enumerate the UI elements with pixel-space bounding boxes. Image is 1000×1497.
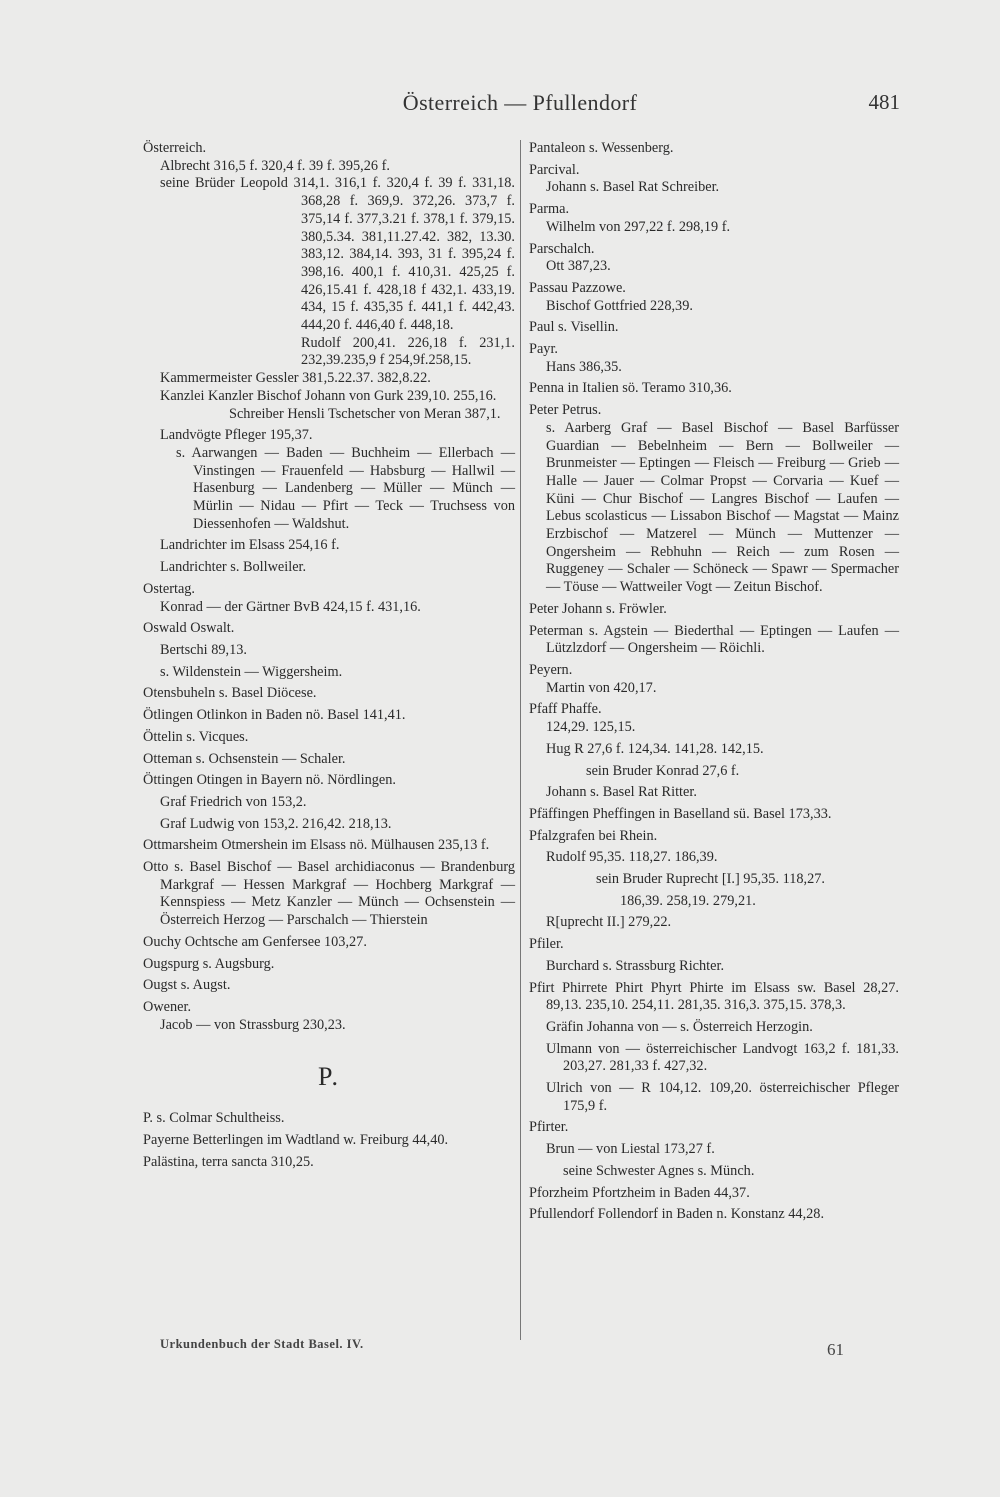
entry-head: Peter Johann s. Fröwler. — [529, 600, 667, 617]
entry-sub: Albrecht 316,5 f. 320,4 f. 39 f. 395,26 f. — [160, 157, 390, 174]
entry-sub: Ott 387,23. — [546, 258, 611, 275]
entry-sub: 186,39. 258,19. 279,21. — [620, 892, 756, 909]
entry-head: Peterman s. Agstein — Biederthal — Eptingen — Laufen — Lützlzdorf — Ongersheim — Röichli. — [529, 622, 899, 657]
entry-sub: Graf Ludwig von 153,2. 216,42. 218,13. — [160, 815, 392, 832]
entry-head: Passau Pazzowe. — [529, 279, 626, 296]
entry-sub: Brun — von Liestal 173,27 f. — [546, 1141, 715, 1158]
entry-head: Ottmarsheim Otmershein im Elsass nö. Mülhausen 235,13 f. — [143, 837, 490, 854]
entry-sub: 124,29. 125,15. — [546, 719, 636, 736]
running-title: Österreich — Pfullendorf — [402, 90, 638, 115]
entry-head: Pfaff Phaffe. — [529, 701, 602, 718]
entry-head: Parcival. — [529, 161, 580, 178]
entry-head: Ostertag. — [143, 580, 196, 597]
entry-head: Öttelin s. Vicques. — [143, 728, 249, 745]
column-divider — [520, 140, 521, 1340]
entry-head: Pfalzgrafen bei Rhein. — [529, 827, 658, 844]
left-column — [143, 140, 515, 1171]
entry-head: Pfirt Phirrete Phirt Phyrt Phirte im Elsass sw. Basel 28,27. 89,13. 235,10. 254,11. 281,35. 316,3. 375,15. 378,3. — [529, 979, 899, 1014]
entry-sub: Ulrich von — R 104,12. 109,20. österreichischer Pfleger 175,9 f. — [546, 1080, 899, 1114]
entry-sub: seine Schwester Agnes s. Münch. — [563, 1162, 755, 1179]
entry-sub: Graf Friedrich von 153,2. — [160, 793, 307, 810]
entry-head: Parschalch. — [529, 240, 595, 257]
entry-sub: s. Aarberg Graf — Basel Bischof — Basel Barfüsser Guardian — Bebelnheim — Bern — Bollweiler — Brunmeister — Eptingen — Fleisch — Freiburg — Grieb — Halle — Jauer — Colmar Propst — Corvaria — Kuef — Küni — Chur Bischof — Langres Bischof — Laufen — Lebus scolasticus — Lissabon Bischof — Magstat — Mainz Erzbischof — Matzerel — Münch — Muttenzer — Ongersheim — Rebhuhn — Reich — zum Rosen — Ruggeney — Schaler — Schöneck — Spawr — Spermacher — Töuse — Wattweiler Vogt — Zeitun Bischof. — [546, 419, 899, 596]
entry-sub: Hans 386,35. — [546, 358, 622, 375]
page-header — [140, 90, 900, 126]
entry-head: Otto s. Basel Bischof — Basel archidiaconus — Brandenburg Markgraf — Hessen Markgraf — Hochberg Markgraf — Kennspiess — Metz Kanzler — Münch — Ochsenstein — Österreich Herzog — Parschalch — Thierstein — [143, 859, 515, 929]
entry-head: Paul s. Visellin. — [529, 319, 619, 336]
entry-sub: Johann s. Basel Rat Ritter. — [546, 784, 697, 801]
entry-head: Oswald Oswalt. — [143, 620, 235, 637]
page-number: 481 — [868, 90, 900, 114]
entry-head: Payr. — [529, 341, 558, 358]
entry-head: Penna in Italien sö. Teramo 310,36. — [529, 380, 732, 397]
entry-sub: Hug R 27,6 f. 124,34. 141,28. 142,15. — [546, 740, 764, 757]
entry-sub: Konrad — der Gärtner BvB 424,15 f. 431,16. — [160, 598, 421, 615]
entry-sub: sein Bruder Ruprecht [I.] 95,35. 118,27. — [596, 871, 825, 888]
entry-sub: Gräfin Johanna von — s. Österreich Herzogin. — [546, 1018, 813, 1035]
entry-head: Pforzheim Pfortzheim in Baden 44,37. — [529, 1184, 750, 1201]
entry-head: Peter Petrus. — [529, 402, 602, 419]
entry-sub: sein Bruder Konrad 27,6 f. — [586, 762, 740, 779]
source-footer: Urkundenbuch der Stadt Basel. IV. — [160, 1337, 364, 1351]
entry-head: Ougst s. Augst. — [143, 977, 231, 994]
entry-head: Parma. — [529, 201, 570, 218]
section-letter: P. — [317, 1062, 341, 1092]
entry-sub: Wilhelm von 297,22 f. 298,19 f. — [546, 218, 731, 235]
entry-sub: Rudolf 95,35. 118,27. 186,39. — [546, 849, 718, 866]
entry-sub: Ulmann von — österreichischer Landvogt 163,2 f. 181,33. 203,27. 281,33 f. 427,32. — [546, 1040, 899, 1075]
entry-sub: Martin von 420,17. — [546, 679, 657, 696]
entry-head: Owener. — [143, 998, 192, 1015]
signature-mark: 61 — [827, 1340, 844, 1359]
entry-sub: s. Wildenstein — Wiggersheim. — [160, 663, 343, 680]
entry-sub: Burchard s. Strassburg Richter. — [546, 957, 725, 974]
entry-head: Österreich. — [143, 140, 207, 156]
entry-head: Palästina, terra sancta 310,25. — [143, 1153, 314, 1170]
entry-sub: Bertschi 89,13. — [160, 641, 247, 658]
entry-sub: Schreiber Hensli Tschetscher von Meran 387,1. — [229, 405, 501, 422]
entry-head: Pfirter. — [529, 1119, 569, 1136]
entry-sub: Johann s. Basel Rat Schreiber. — [546, 179, 720, 196]
entry-sub: Jacob — von Strassburg 230,23. — [160, 1016, 346, 1033]
right-column — [529, 140, 899, 1224]
entry-head: Pfäffingen Pheffingen in Baselland sü. Basel 173,33. — [529, 805, 832, 822]
entry-head: Ötlingen Otlinkon in Baden nö. Basel 141,41. — [143, 707, 406, 724]
entry-sub: Landrichter im Elsass 254,16 f. — [160, 537, 340, 554]
entry-head: P. s. Colmar Schultheiss. — [143, 1110, 285, 1127]
entry-sub: Landvögte Pfleger 195,37. — [160, 427, 313, 444]
entry-sub: Landrichter s. Bollweiler. — [160, 559, 307, 576]
entry-head: Otteman s. Ochsenstein — Schaler. — [143, 750, 346, 767]
entry-head: Payerne Betterlingen im Wadtland w. Freiburg 44,40. — [143, 1132, 449, 1149]
entry-head: Ouchy Ochtsche am Genfersee 103,27. — [143, 933, 367, 950]
entry-head: Otensbuheln s. Basel Diöcese. — [143, 685, 317, 702]
entry-head: Ougspurg s. Augsburg. — [143, 955, 275, 972]
entry-sub: seine Brüder Leopold 314,1. 316,1 f. 320,4 f. 39 f. 331,18. 368,28 f. 369,9. 372,26. 373,7 f. 375,14 f. 377,3.21 f. 378,1 f. 379,15. 380,5.34. 381,11.27.42. 382, 13.30. 383,12. 384,14. 393, 31 f. 395,24 f. 398,16. 400,1 f. 410,31. 425,25 f. 426,15.41 f. 428,18 f 432,1. 433,19. 434, 15 f. 435,35 f. 441,1 f. 442,43. 444,20 f. 446,40 f. 448,18. — [160, 175, 515, 334]
entry-sub: R[uprecht II.] 279,22. — [546, 914, 672, 931]
entry-head: Pfiler. — [529, 936, 564, 953]
entry-sub: Rudolf 200,41. 226,18 f. 231,1. 232,39.235,9 f 254,9f.258,15. — [301, 334, 515, 369]
entry-head: Pantaleon s. Wessenberg. — [529, 140, 674, 156]
entry-head: Pfullendorf Follendorf in Baden n. Konstanz 44,28. — [529, 1206, 825, 1223]
entry-sub: Bischof Gottfried 228,39. — [546, 297, 693, 314]
entry-head: Peyern. — [529, 661, 573, 678]
entry-sub: Kanzlei Kanzler Bischof Johann von Gurk 239,10. 255,16. — [160, 387, 497, 404]
entry-sub: s. Aarwangen — Baden — Buchheim — Ellerbach — Vinstingen — Frauenfeld — Habsburg — Hallwil — Hasenburg — Landenberg — Müller — Münch — Mürlin — Nidau — Pfirt — Teck — Truchsess von Diessenhofen — Waldshut. — [176, 444, 515, 532]
entry-sub: Kammermeister Gessler 381,5.22.37. 382,8.22. — [160, 370, 431, 387]
entry-head: Öttingen Otingen in Bayern nö. Nördlingen. — [143, 772, 396, 789]
